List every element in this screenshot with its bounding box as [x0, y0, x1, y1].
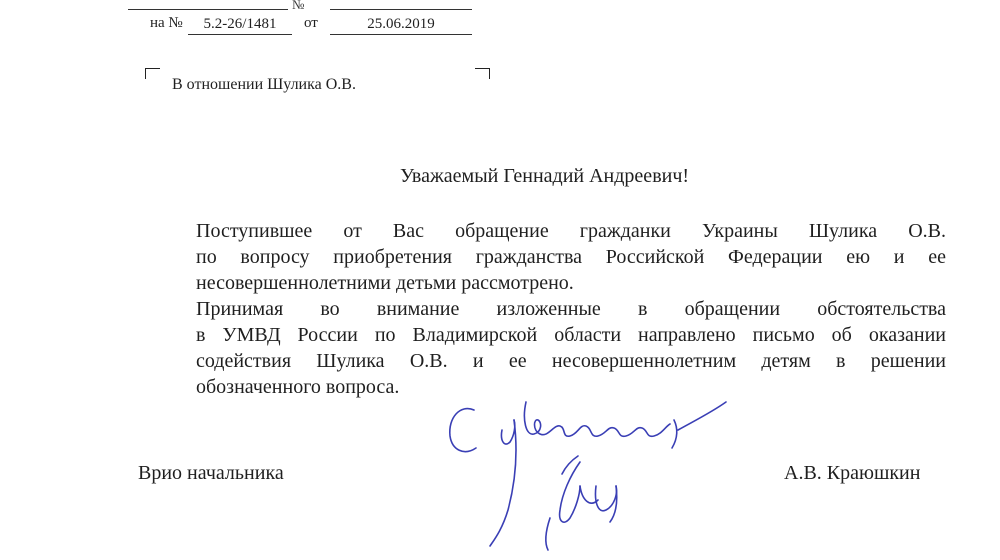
paragraph-2-line-4: обозначенного вопроса.: [196, 376, 400, 398]
reference-prefix: на №: [150, 15, 183, 31]
signatory-title: Врио начальника: [138, 462, 284, 484]
subject-line: В отношении Шулика О.В.: [172, 76, 356, 93]
reference-date: 25.06.2019: [330, 16, 472, 35]
paragraph-1: [138, 218, 946, 296]
paragraph-1-line-3: несовершеннолетними детьми рассмотрено.: [196, 272, 574, 294]
paragraph-1-line-1: Поступившее от Вас обращение гражданки Украины Шулика О.В.: [196, 220, 946, 242]
reference-number: 5.2-26/1481: [188, 16, 292, 35]
handwritten-signature: [430, 390, 730, 560]
header-line-right: [330, 9, 472, 10]
salutation: Уважаемый Геннадий Андреевич!: [400, 165, 690, 187]
paragraph-2-line-3: содействия Шулика О.В. и ее несовершеннолетним детям в решении: [196, 350, 946, 372]
reference-date-prefix: от: [304, 15, 318, 31]
paragraph-1-line-2: по вопросу приобретения гражданства Российской Федерации ею и ее: [196, 246, 946, 268]
signatory-name: А.В. Краюшкин: [784, 462, 921, 484]
header-number-fragment: №: [292, 0, 305, 12]
paragraph-2-line-2: в УМВД России по Владимирской области направлено письмо об оказании: [196, 324, 946, 346]
subject-corner-left: [145, 68, 160, 79]
paragraph-2: [138, 296, 946, 400]
header-line-left: [128, 9, 288, 10]
subject-corner-right: [475, 68, 490, 79]
paragraph-2-line-1: Принимая во внимание изложенные в обращении обстоятельства: [196, 298, 946, 320]
